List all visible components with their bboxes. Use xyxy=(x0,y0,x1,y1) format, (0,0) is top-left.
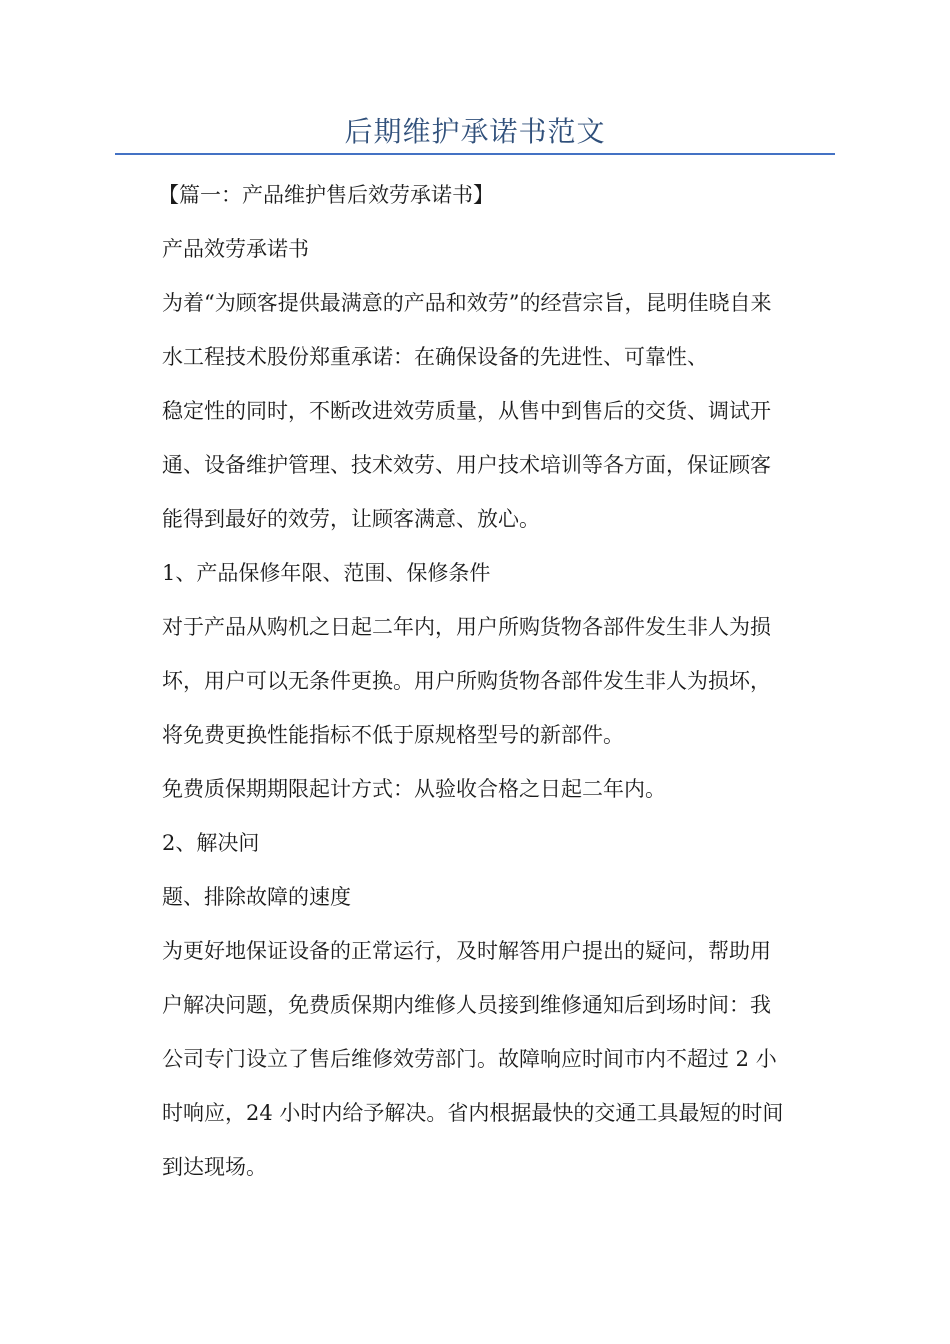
paragraph-line: 能得到最好的效劳，让顾客满意、放心。 xyxy=(162,507,540,531)
paragraph-line: 将免费更换性能指标不低于原规格型号的新部件。 xyxy=(162,723,624,747)
paragraph-line: 产品效劳承诺书 xyxy=(162,237,309,261)
section-heading: 【篇一：产品维护售后效劳承诺书】 xyxy=(158,183,494,207)
paragraph-line: 1、产品保修年限、范围、保修条件 xyxy=(162,561,491,585)
paragraph-line: 2、解决问 xyxy=(162,831,260,855)
paragraph-line: 稳定性的同时，不断改进效劳质量，从售中到售后的交货、调试开 xyxy=(162,399,771,423)
paragraph-line: 对于产品从购机之日起二年内，用户所购货物各部件发生非人为损 xyxy=(162,615,771,639)
title-underline xyxy=(115,153,835,155)
paragraph-line: 户解决问题，免费质保期内维修人员接到维修通知后到场时间：我 xyxy=(162,993,771,1017)
paragraph-line: 坏，用户可以无条件更换。用户所购货物各部件发生非人为损坏， xyxy=(162,669,771,693)
paragraph-line: 水工程技术股份郑重承诺：在确保设备的先进性、可靠性、 xyxy=(162,345,708,369)
document-title: 后期维护承诺书范文 xyxy=(344,115,606,148)
paragraph-line: 为更好地保证设备的正常运行，及时解答用户提出的疑问，帮助用 xyxy=(162,939,771,963)
paragraph-line: 为着“为顾客提供最满意的产品和效劳”的经营宗旨，昆明佳晓自来 xyxy=(162,291,772,315)
paragraph-line: 到达现场。 xyxy=(162,1155,267,1179)
paragraph-line: 通、设备维护管理、技术效劳、用户技术培训等各方面，保证顾客 xyxy=(162,453,771,477)
paragraph-line: 公司专门设立了售后维修效劳部门。故障响应时间市内不超过 2 小 xyxy=(162,1047,777,1071)
paragraph-line: 题、排除故障的速度 xyxy=(162,885,351,909)
paragraph-line: 时响应，24 小时内给予解决。省内根据最快的交通工具最短的时间 xyxy=(162,1101,784,1125)
paragraph-line: 免费质保期期限起计方式：从验收合格之日起二年内。 xyxy=(162,777,666,801)
